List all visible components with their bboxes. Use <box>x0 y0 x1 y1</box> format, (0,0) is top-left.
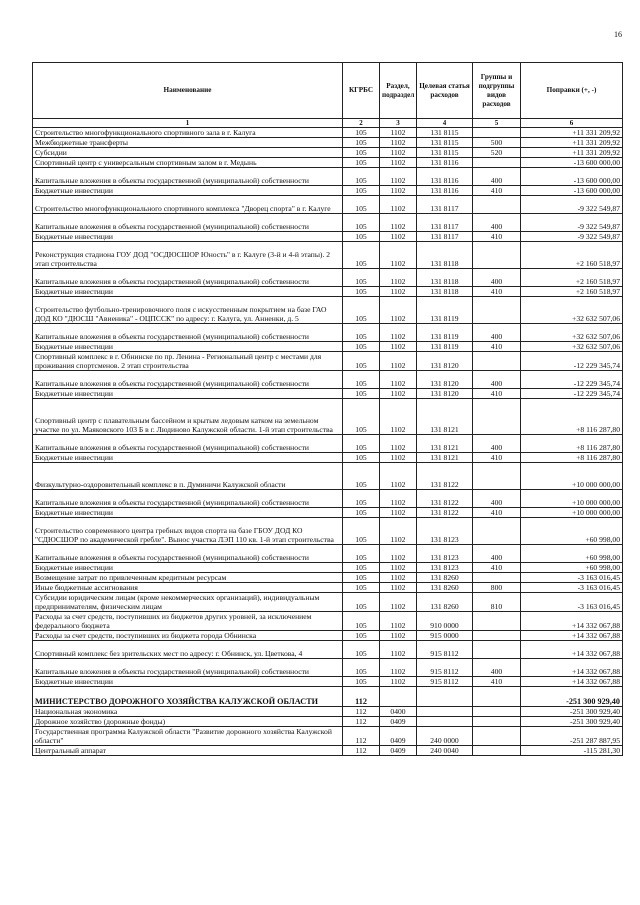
header-amendments: Поправки (+, -) <box>521 63 623 119</box>
cell-amendment: +11 331 209,92 <box>521 128 623 138</box>
cell-group: 410 <box>473 232 521 242</box>
cell-kgrbs: 112 <box>343 687 380 707</box>
cell-group <box>473 631 521 641</box>
cell-section: 1102 <box>380 612 417 631</box>
cell-kgrbs: 105 <box>343 287 380 297</box>
cell-group <box>473 297 521 324</box>
table-row <box>33 677 623 687</box>
cell-name: Бюджетные инвестиции <box>33 287 343 297</box>
cell-section: 1102 <box>380 138 417 148</box>
cell-group <box>473 687 521 707</box>
cell-kgrbs: 105 <box>343 453 380 463</box>
cell-name: Строительство современного центра гребных видов спорта на базе ГБОУ ДОД КО "СДЮСШОР по академической гребле". Вынос участка ЛЭП 110 кв. 1-й этап строительства <box>33 518 343 545</box>
cell-name: Иные бюджетные ассигнования <box>33 583 343 593</box>
table-row <box>33 297 623 324</box>
cell-target: 915 8112 <box>417 659 473 677</box>
cell-name: Строительство многофункционального спортивного зала в г. Калуга <box>33 128 343 138</box>
table-row <box>33 659 623 677</box>
cell-section: 1102 <box>380 583 417 593</box>
cell-kgrbs: 105 <box>343 659 380 677</box>
table-row <box>33 287 623 297</box>
cell-section: 1102 <box>380 659 417 677</box>
cell-target <box>417 687 473 707</box>
cell-kgrbs: 105 <box>343 352 380 371</box>
cell-kgrbs: 105 <box>343 612 380 631</box>
cell-group: 400 <box>473 659 521 677</box>
cell-amendment: -12 229 345,74 <box>521 352 623 371</box>
cell-target: 131 8116 <box>417 168 473 186</box>
cell-name: МИНИСТЕРСТВО ДОРОЖНОГО ХОЗЯЙСТВА КАЛУЖСКОЙ ОБЛАСТИ <box>33 687 343 707</box>
cell-group: 400 <box>473 435 521 453</box>
header-target: Целевая статья расходов <box>417 63 473 119</box>
cell-target: 131 8120 <box>417 389 473 399</box>
cell-target: 131 8119 <box>417 297 473 324</box>
cell-kgrbs: 105 <box>343 269 380 287</box>
header-section: Раздел, подраздел <box>380 63 417 119</box>
cell-amendment: +14 332 067,88 <box>521 641 623 659</box>
table-row <box>33 545 623 563</box>
page-number: 16 <box>614 30 622 39</box>
table-row <box>33 399 623 435</box>
cell-section: 1102 <box>380 196 417 214</box>
cell-name: Спортивный комплекс в г. Обнинске по пр. Ленина - Региональный центр с местами для проживания спортсменов. 2 этап строительства <box>33 352 343 371</box>
cell-target: 131 8260 <box>417 573 473 583</box>
cell-amendment: +10 000 000,00 <box>521 463 623 490</box>
cell-group: 410 <box>473 453 521 463</box>
cell-group <box>473 707 521 717</box>
cell-group: 400 <box>473 371 521 389</box>
cell-kgrbs: 105 <box>343 242 380 269</box>
cell-name: Реконструкция стадиона ГОУ ДОД "ОСДЮСШОР Юность" в г. Калуге (3-й и 4-й этапы). 2 этап строительства <box>33 242 343 269</box>
cell-group: 810 <box>473 593 521 612</box>
header-name: Наименование <box>33 63 343 119</box>
cell-section: 0409 <box>380 746 417 756</box>
cell-amendment: +14 332 067,88 <box>521 631 623 641</box>
cell-kgrbs: 105 <box>343 463 380 490</box>
cell-kgrbs: 105 <box>343 128 380 138</box>
table-row <box>33 463 623 490</box>
cell-kgrbs: 105 <box>343 399 380 435</box>
cell-kgrbs: 112 <box>343 707 380 717</box>
cell-group: 400 <box>473 545 521 563</box>
column-number: 3 <box>380 119 417 128</box>
cell-group <box>473 196 521 214</box>
cell-section: 1102 <box>380 242 417 269</box>
cell-group: 410 <box>473 677 521 687</box>
cell-kgrbs: 105 <box>343 435 380 453</box>
table-row <box>33 158 623 168</box>
cell-kgrbs: 105 <box>343 518 380 545</box>
cell-target: 131 8119 <box>417 342 473 352</box>
header-kgrbs: КГРБС <box>343 63 380 119</box>
cell-section: 1102 <box>380 128 417 138</box>
column-number: 1 <box>33 119 343 128</box>
cell-name: Государственная программа Калужской области "Развитие дорожного хозяйства Калужской области" <box>33 727 343 746</box>
cell-group <box>473 573 521 583</box>
cell-section <box>380 687 417 707</box>
table-row <box>33 687 623 707</box>
cell-target: 915 8112 <box>417 641 473 659</box>
column-number: 4 <box>417 119 473 128</box>
cell-group: 410 <box>473 389 521 399</box>
cell-target: 131 8119 <box>417 324 473 342</box>
cell-name: Межбюджетные трансферты <box>33 138 343 148</box>
cell-amendment: -12 229 345,74 <box>521 389 623 399</box>
cell-name: Капитальные вложения в объекты государственной (муниципальной) собственности <box>33 214 343 232</box>
cell-amendment: +60 998,00 <box>521 518 623 545</box>
cell-kgrbs: 105 <box>343 214 380 232</box>
cell-kgrbs: 112 <box>343 727 380 746</box>
cell-section: 1102 <box>380 518 417 545</box>
cell-section: 1102 <box>380 545 417 563</box>
table-body <box>33 128 623 756</box>
cell-amendment: -3 163 016,45 <box>521 583 623 593</box>
cell-target <box>417 717 473 727</box>
cell-group <box>473 242 521 269</box>
cell-kgrbs: 105 <box>343 148 380 158</box>
table-row <box>33 563 623 573</box>
cell-target: 915 8112 <box>417 677 473 687</box>
cell-amendment: +60 998,00 <box>521 545 623 563</box>
cell-section: 1102 <box>380 490 417 508</box>
cell-group <box>473 518 521 545</box>
cell-amendment: +14 332 067,88 <box>521 677 623 687</box>
cell-target: 240 0040 <box>417 746 473 756</box>
cell-group: 800 <box>473 583 521 593</box>
table-row <box>33 342 623 352</box>
cell-name: Бюджетные инвестиции <box>33 677 343 687</box>
cell-section: 1102 <box>380 677 417 687</box>
cell-target: 131 8121 <box>417 399 473 435</box>
cell-target: 131 8123 <box>417 545 473 563</box>
table-row <box>33 324 623 342</box>
cell-group <box>473 128 521 138</box>
cell-name: Возмещение затрат по привлеченным кредитным ресурсам <box>33 573 343 583</box>
cell-section: 1102 <box>380 573 417 583</box>
cell-amendment: +32 632 507,06 <box>521 324 623 342</box>
cell-kgrbs: 105 <box>343 342 380 352</box>
cell-section: 1102 <box>380 186 417 196</box>
cell-name: Спортивный центр с универсальным спортивным залом в г. Медынь <box>33 158 343 168</box>
table-row <box>33 707 623 717</box>
cell-amendment: +11 331 209,92 <box>521 138 623 148</box>
cell-amendment: -3 163 016,45 <box>521 593 623 612</box>
cell-kgrbs: 105 <box>343 490 380 508</box>
table-row <box>33 186 623 196</box>
cell-section: 1102 <box>380 158 417 168</box>
cell-target: 131 8121 <box>417 453 473 463</box>
cell-kgrbs: 105 <box>343 371 380 389</box>
table-row <box>33 727 623 746</box>
cell-amendment: -13 600 000,00 <box>521 158 623 168</box>
cell-section: 1102 <box>380 297 417 324</box>
cell-name: Бюджетные инвестиции <box>33 563 343 573</box>
cell-amendment: +14 332 067,88 <box>521 659 623 677</box>
cell-name: Капитальные вложения в объекты государственной (муниципальной) собственности <box>33 435 343 453</box>
column-number: 2 <box>343 119 380 128</box>
cell-section: 0409 <box>380 717 417 727</box>
cell-kgrbs: 105 <box>343 324 380 342</box>
cell-target: 131 8116 <box>417 186 473 196</box>
table-row <box>33 490 623 508</box>
cell-group: 400 <box>473 269 521 287</box>
table-row <box>33 138 623 148</box>
cell-name: Спортивный комплекс без зрительских мест по адресу: г. Обнинск, ул. Цветкова, 4 <box>33 641 343 659</box>
cell-amendment: -115 281,30 <box>521 746 623 756</box>
cell-kgrbs: 105 <box>343 593 380 612</box>
cell-kgrbs: 112 <box>343 717 380 727</box>
cell-section: 1102 <box>380 631 417 641</box>
cell-name: Бюджетные инвестиции <box>33 342 343 352</box>
budget-amendments-table <box>32 62 623 756</box>
table-row <box>33 232 623 242</box>
cell-section: 1102 <box>380 232 417 242</box>
cell-group: 410 <box>473 287 521 297</box>
cell-group: 400 <box>473 214 521 232</box>
cell-target: 131 8117 <box>417 232 473 242</box>
cell-kgrbs: 105 <box>343 138 380 148</box>
cell-amendment: -13 600 000,00 <box>521 186 623 196</box>
cell-amendment: -251 300 929,40 <box>521 717 623 727</box>
cell-kgrbs: 105 <box>343 631 380 641</box>
cell-name: Бюджетные инвестиции <box>33 186 343 196</box>
cell-target: 131 8122 <box>417 490 473 508</box>
cell-target: 131 8118 <box>417 287 473 297</box>
table-row <box>33 573 623 583</box>
cell-name: Спортивный центр с плавательным бассейном и крытым ледовым катком на земельном участке по ул. Маяковского 103 Б в г. Людиново Калужской области. 1-й этап строительства <box>33 399 343 435</box>
cell-name: Центральный аппарат <box>33 746 343 756</box>
cell-group <box>473 158 521 168</box>
cell-group: 500 <box>473 138 521 148</box>
cell-group: 410 <box>473 563 521 573</box>
cell-target: 131 8123 <box>417 563 473 573</box>
cell-name: Строительство футбольно-тренировочного поля с искусственным покрытием на базе ГАО ДОД КО "ДЮСШ "Авиеника" - ОЦПССК" по адресу: г. Калуга, ул. Анненки, д. 5 <box>33 297 343 324</box>
cell-kgrbs: 105 <box>343 508 380 518</box>
cell-amendment: +2 160 518,97 <box>521 242 623 269</box>
cell-section: 0409 <box>380 727 417 746</box>
cell-kgrbs: 105 <box>343 168 380 186</box>
cell-amendment: -3 163 016,45 <box>521 573 623 583</box>
cell-name: Капитальные вложения в объекты государственной (муниципальной) собственности <box>33 659 343 677</box>
cell-target: 131 8117 <box>417 214 473 232</box>
cell-kgrbs: 105 <box>343 297 380 324</box>
table-row <box>33 148 623 158</box>
cell-group <box>473 612 521 631</box>
table-row <box>33 435 623 453</box>
cell-target: 131 8115 <box>417 148 473 158</box>
cell-group: 410 <box>473 508 521 518</box>
cell-amendment: +2 160 518,97 <box>521 269 623 287</box>
cell-amendment: +32 632 507,06 <box>521 297 623 324</box>
header-groups: Группы и подгруппы видов расходов <box>473 63 521 119</box>
cell-group <box>473 641 521 659</box>
cell-amendment: +10 000 000,00 <box>521 508 623 518</box>
cell-section: 1102 <box>380 563 417 573</box>
cell-name: Бюджетные инвестиции <box>33 508 343 518</box>
cell-target: 131 8121 <box>417 435 473 453</box>
cell-name: Капитальные вложения в объекты государственной (муниципальной) собственности <box>33 371 343 389</box>
cell-target: 131 8122 <box>417 508 473 518</box>
cell-section: 1102 <box>380 371 417 389</box>
cell-section: 0400 <box>380 707 417 717</box>
cell-kgrbs: 105 <box>343 158 380 168</box>
cell-target <box>417 707 473 717</box>
cell-target: 131 8120 <box>417 371 473 389</box>
cell-amendment: +8 116 287,80 <box>521 399 623 435</box>
cell-kgrbs: 105 <box>343 573 380 583</box>
cell-amendment: +8 116 287,80 <box>521 435 623 453</box>
cell-target: 240 0000 <box>417 727 473 746</box>
cell-section: 1102 <box>380 641 417 659</box>
cell-name: Капитальные вложения в объекты государственной (муниципальной) собственности <box>33 545 343 563</box>
cell-amendment: -251 300 929,40 <box>521 687 623 707</box>
cell-section: 1102 <box>380 352 417 371</box>
cell-section: 1102 <box>380 453 417 463</box>
cell-amendment: +10 000 000,00 <box>521 490 623 508</box>
cell-target: 131 8260 <box>417 583 473 593</box>
cell-name: Строительство многофункционального спортивного комплекса "Дворец спорта" в г. Калуге <box>33 196 343 214</box>
cell-amendment: -9 322 549,87 <box>521 214 623 232</box>
cell-amendment: -9 322 549,87 <box>521 196 623 214</box>
cell-name: Капитальные вложения в объекты государственной (муниципальной) собственности <box>33 269 343 287</box>
cell-section: 1102 <box>380 342 417 352</box>
cell-group <box>473 717 521 727</box>
cell-section: 1102 <box>380 593 417 612</box>
cell-kgrbs: 105 <box>343 677 380 687</box>
cell-target: 131 8117 <box>417 196 473 214</box>
cell-amendment: -12 229 345,74 <box>521 371 623 389</box>
cell-name: Национальная экономика <box>33 707 343 717</box>
table-row <box>33 518 623 545</box>
cell-target: 131 8118 <box>417 242 473 269</box>
cell-target: 131 8122 <box>417 463 473 490</box>
cell-section: 1102 <box>380 287 417 297</box>
cell-name: Капитальные вложения в объекты государственной (муниципальной) собственности <box>33 324 343 342</box>
cell-kgrbs: 105 <box>343 641 380 659</box>
cell-target: 131 8123 <box>417 518 473 545</box>
cell-group: 410 <box>473 186 521 196</box>
cell-name: Капитальные вложения в объекты государственной (муниципальной) собственности <box>33 168 343 186</box>
cell-kgrbs: 105 <box>343 186 380 196</box>
cell-section: 1102 <box>380 214 417 232</box>
cell-group <box>473 352 521 371</box>
cell-amendment: -251 287 887,95 <box>521 727 623 746</box>
cell-name: Физкультурно-оздоровительный комплекс в п. Думиничи Калужской области <box>33 463 343 490</box>
cell-target: 915 0000 <box>417 631 473 641</box>
cell-amendment: +14 332 067,88 <box>521 612 623 631</box>
cell-name: Субсидии юридическим лицам (кроме некоммерческих организаций), индивидуальным предпринимателям, физическим лицам <box>33 593 343 612</box>
cell-kgrbs: 105 <box>343 196 380 214</box>
cell-kgrbs: 112 <box>343 746 380 756</box>
cell-target: 131 8260 <box>417 593 473 612</box>
table-row <box>33 196 623 214</box>
cell-amendment: +8 116 287,80 <box>521 453 623 463</box>
table-row <box>33 453 623 463</box>
cell-group <box>473 746 521 756</box>
table-row <box>33 641 623 659</box>
cell-name: Бюджетные инвестиции <box>33 389 343 399</box>
cell-kgrbs: 105 <box>343 389 380 399</box>
cell-name: Бюджетные инвестиции <box>33 232 343 242</box>
table-row <box>33 389 623 399</box>
column-number: 6 <box>521 119 623 128</box>
cell-section: 1102 <box>380 508 417 518</box>
cell-group: 400 <box>473 490 521 508</box>
cell-amendment: +60 998,00 <box>521 563 623 573</box>
cell-group: 400 <box>473 168 521 186</box>
cell-section: 1102 <box>380 435 417 453</box>
cell-target: 131 8118 <box>417 269 473 287</box>
cell-amendment: -9 322 549,87 <box>521 232 623 242</box>
cell-section: 1102 <box>380 389 417 399</box>
cell-section: 1102 <box>380 168 417 186</box>
table-row <box>33 352 623 371</box>
cell-name: Дорожное хозяйство (дорожные фонды) <box>33 717 343 727</box>
cell-target: 131 8116 <box>417 158 473 168</box>
cell-amendment: -251 300 929,40 <box>521 707 623 717</box>
cell-group <box>473 727 521 746</box>
table-row <box>33 242 623 269</box>
table-row <box>33 269 623 287</box>
cell-kgrbs: 105 <box>343 232 380 242</box>
cell-section: 1102 <box>380 463 417 490</box>
table-row <box>33 508 623 518</box>
table-row <box>33 214 623 232</box>
column-number: 5 <box>473 119 521 128</box>
table-row <box>33 631 623 641</box>
table-row <box>33 583 623 593</box>
cell-target: 131 8115 <box>417 138 473 148</box>
cell-target: 131 8120 <box>417 352 473 371</box>
cell-group: 400 <box>473 324 521 342</box>
cell-amendment: +2 160 518,97 <box>521 287 623 297</box>
cell-group: 410 <box>473 342 521 352</box>
header-row <box>33 63 623 119</box>
cell-section: 1102 <box>380 399 417 435</box>
table-row <box>33 593 623 612</box>
table-row <box>33 371 623 389</box>
cell-kgrbs: 105 <box>343 563 380 573</box>
cell-amendment: +11 331 209,92 <box>521 148 623 158</box>
cell-name: Расходы за счет средств, поступивших из бюджетов других уровней, за исключением федерального бюджета <box>33 612 343 631</box>
table-row <box>33 717 623 727</box>
cell-amendment: +32 632 507,06 <box>521 342 623 352</box>
cell-target: 910 0000 <box>417 612 473 631</box>
cell-group: 520 <box>473 148 521 158</box>
cell-target: 131 8115 <box>417 128 473 138</box>
cell-section: 1102 <box>380 324 417 342</box>
table-row <box>33 746 623 756</box>
table-row <box>33 168 623 186</box>
column-number-row <box>33 119 623 128</box>
cell-kgrbs: 105 <box>343 583 380 593</box>
cell-section: 1102 <box>380 148 417 158</box>
table-row <box>33 128 623 138</box>
cell-name: Субсидии <box>33 148 343 158</box>
cell-section: 1102 <box>380 269 417 287</box>
cell-group <box>473 463 521 490</box>
cell-amendment: -13 600 000,00 <box>521 168 623 186</box>
cell-name: Расходы за счет средств, поступивших из бюджета города Обнинска <box>33 631 343 641</box>
cell-name: Бюджетные инвестиции <box>33 453 343 463</box>
table-row <box>33 612 623 631</box>
cell-kgrbs: 105 <box>343 545 380 563</box>
cell-group <box>473 399 521 435</box>
cell-name: Капитальные вложения в объекты государственной (муниципальной) собственности <box>33 490 343 508</box>
